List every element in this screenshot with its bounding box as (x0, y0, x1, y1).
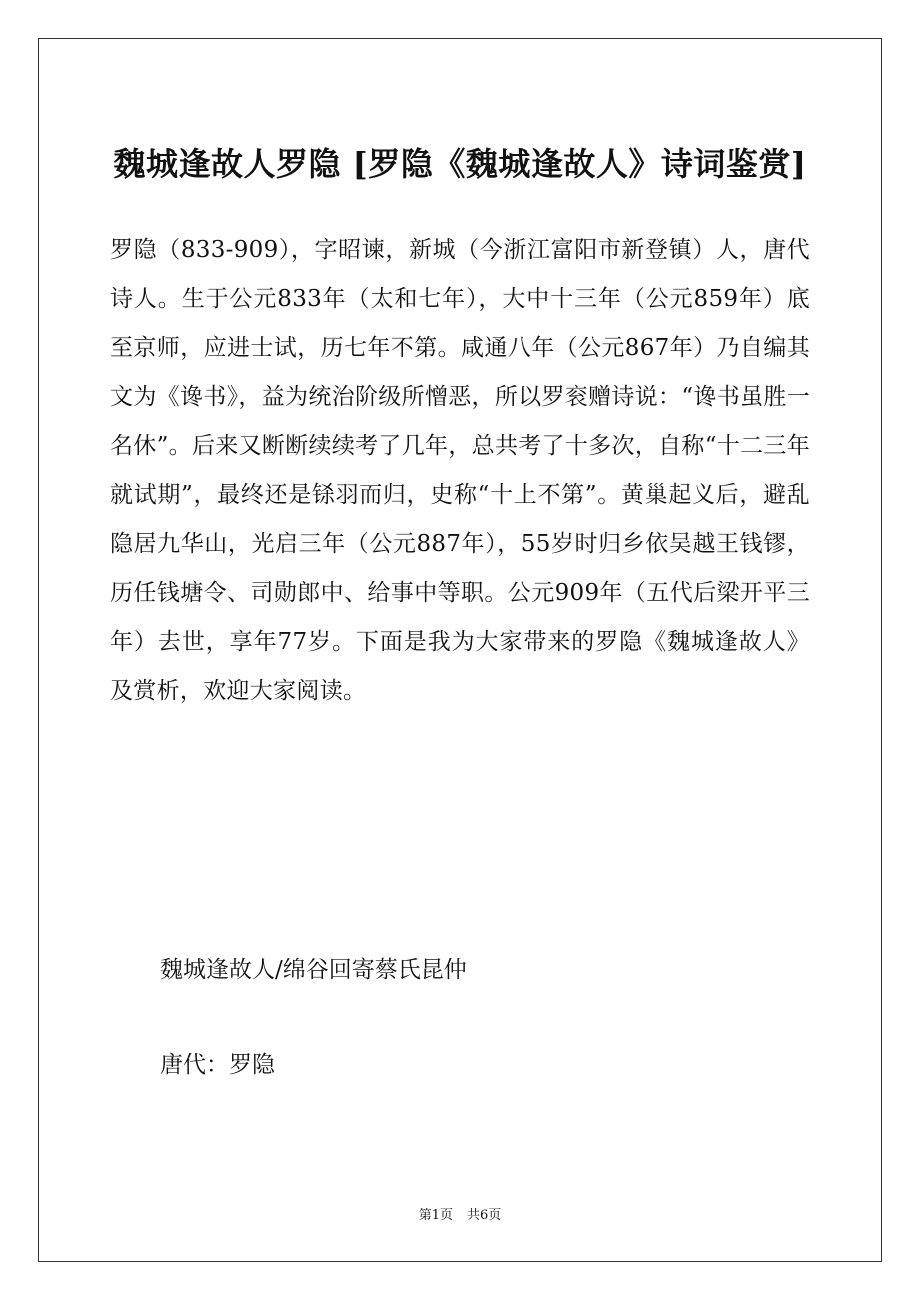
document-title: 魏城逢故人罗隐 [罗隐《魏城逢故人》诗词鉴赏] (113, 145, 807, 183)
page-total: 共6页 (467, 1208, 502, 1223)
poem-author: 唐代：罗隐 (160, 1052, 275, 1078)
page-footer (0, 1206, 920, 1226)
page-number: 第1页 (418, 1208, 453, 1223)
poem-title: 魏城逢故人/绵谷回寄蔡氏昆仲 (160, 957, 467, 983)
intro-paragraph: 罗隐（833-909），字昭谏，新城（今浙江富阳市新登镇）人，唐代诗人。生于公元833年（太和七年），大中十三年（公元859年）底至京师，应进士试，历七年不第。咸通八年（公元867年）乃自编其文为《谗书》，益为统治阶级所憎恶，所以罗衮赠诗说：“谗书虽胜一名休”。后来又断断续续考了几年，总共考了十多次，自称“十二三年就试期”，最终还是铩羽而归，史称“十上不第”。黄巢起义后，避乱隐居九华山，光启三年（公元887年），55岁时归乡依吴越王钱镠，历任钱塘令、司勋郎中、给事中等职。公元909年（五代后梁开平三年）去世，享年77岁。下面是我为大家带来的罗隐《魏城逢故人》及赏析，欢迎大家阅读。 (110, 237, 810, 704)
